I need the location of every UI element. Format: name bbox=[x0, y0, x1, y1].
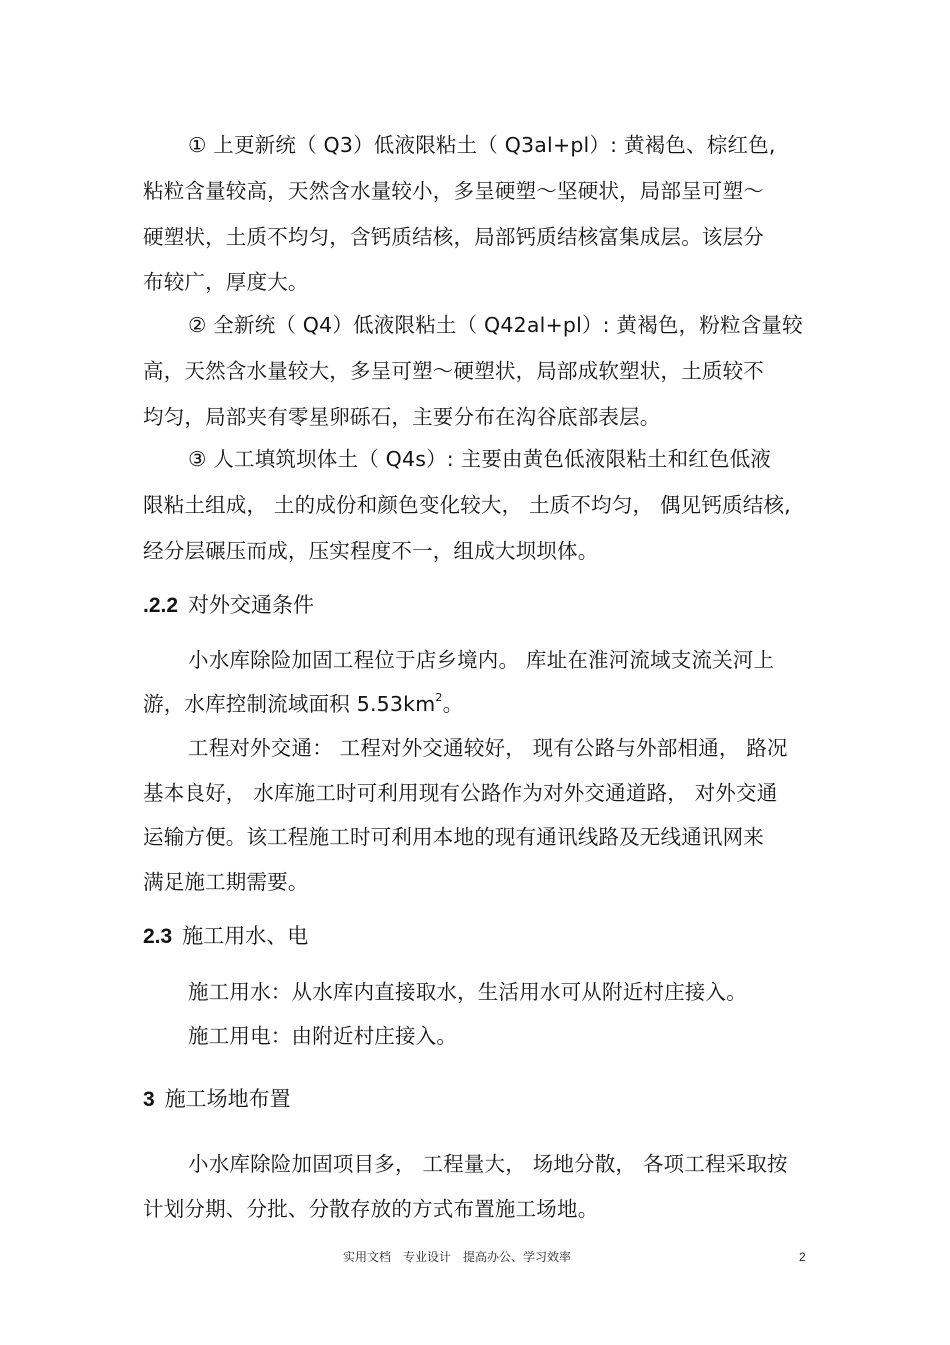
paragraph-4-line-1: 小水库除险加固工程位于店乡境内。 库址在淮河流域支流关河上 bbox=[188, 648, 775, 672]
footer-text: 实用文档 专业设计 提高办公、学习效率 bbox=[343, 1250, 572, 1264]
paragraph-2-line-2: 高，天然含水量较大，多呈可塑～硬塑状，局部成软塑状，土质较不 bbox=[143, 359, 764, 383]
paragraph-8-line-1: 小水库除险加固项目多， 工程量大， 场地分散， 各项工程采取按 bbox=[188, 1152, 788, 1176]
paragraph-6: 施工用水：从水库内直接取水，生活用水可从附近村庄接入。 bbox=[188, 980, 747, 1004]
paragraph-1-line-2: 粘粒含量较高，天然含水量较小，多呈硬塑～坚硬状，局部呈可塑～ bbox=[143, 179, 764, 203]
section-heading-2-3 bbox=[143, 922, 308, 951]
section-heading-3 bbox=[143, 1085, 291, 1114]
paragraph-7: 施工用电：由附近村庄接入。 bbox=[188, 1024, 458, 1048]
section-title: 施工用水、电 bbox=[182, 924, 309, 948]
paragraph-5-line-2: 基本良好， 水库施工时可利用现有公路作为对外交通道路， 对外交通 bbox=[143, 781, 778, 805]
section-heading-2-2 bbox=[143, 591, 314, 620]
paragraph-3-line-3: 经分层碾压而成，压实程度不一，组成大坝坝体。 bbox=[143, 539, 599, 563]
paragraph-5-line-4: 满足施工期需要。 bbox=[143, 870, 309, 894]
paragraph-4-line-2-end: 。 bbox=[442, 692, 464, 716]
paragraph-4-line-2-text: 游，水库控制流域面积 5.53km bbox=[143, 692, 436, 716]
superscript: 2 bbox=[435, 691, 443, 705]
paragraph-3-line-1: ③ 人工填筑坝体土（ Q4s）: 主要由黄色低液限粘土和红色低液 bbox=[188, 447, 772, 471]
section-number: .2.2 bbox=[143, 594, 179, 617]
paragraph-8-line-2: 计划分期、分批、分散存放的方式布置施工场地。 bbox=[143, 1197, 599, 1221]
section-number: 3 bbox=[143, 1088, 155, 1111]
section-number: 2.3 bbox=[143, 925, 173, 948]
paragraph-4-line-2 bbox=[143, 690, 463, 718]
paragraph-1-line-4: 布较广，厚度大。 bbox=[143, 270, 309, 294]
paragraph-2-line-1: ② 全新统（ Q4）低液限粘土（ Q42al+pl）: 黄褐色，粉粒含量较 bbox=[188, 313, 803, 337]
page-number: 2 bbox=[799, 1250, 806, 1264]
paragraph-1-line-1: ① 上更新统（ Q3）低液限粘土（ Q3al+pl）: 黄褐色、棕红色, bbox=[188, 133, 776, 157]
paragraph-5-line-3: 运输方便。该工程施工时可利用本地的现有通讯线路及无线通讯网来 bbox=[143, 825, 764, 849]
paragraph-5-line-1: 工程对外交通： 工程对外交通较好， 现有公路与外部相通， 路况 bbox=[188, 736, 788, 760]
paragraph-3-line-2: 限粘土组成， 土的成份和颜色变化较大， 土质不均匀， 偶见钙质结核, bbox=[143, 493, 791, 517]
paragraph-1-line-3: 硬塑状，土质不均匀，含钙质结核，局部钙质结核富集成层。该层分 bbox=[143, 225, 764, 249]
paragraph-2-line-3: 均匀，局部夹有零星卵砾石，主要分布在沟谷底部表层。 bbox=[143, 405, 661, 429]
section-title: 对外交通条件 bbox=[188, 593, 315, 617]
section-title: 施工场地布置 bbox=[164, 1087, 291, 1111]
